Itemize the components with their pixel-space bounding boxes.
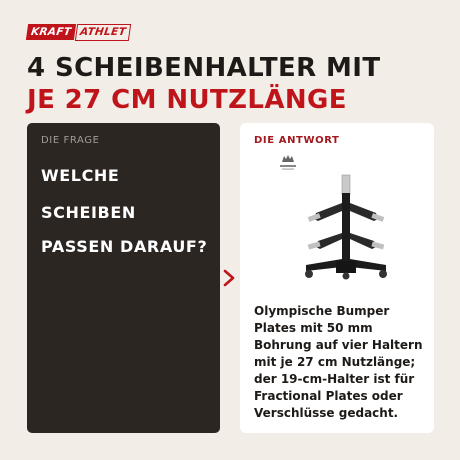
- logo-part-kraft: KRAFT: [26, 24, 76, 40]
- plate-rack-image: [296, 173, 396, 283]
- question-line-3: PASSEN DARAUF?: [41, 237, 208, 256]
- brand-logo: [27, 23, 130, 41]
- headline-line-2: JE 27 CM NUTZLÄNGE: [27, 85, 347, 115]
- question-line-1: WELCHE: [41, 166, 120, 185]
- question-tag: DIE FRAGE: [41, 135, 100, 146]
- headline-line-1: 4 SCHEIBENHALTER MIT: [27, 53, 381, 83]
- answer-card: [240, 123, 434, 433]
- headline: [27, 52, 447, 116]
- answer-text: Olympische Bumper Plates mit 50 mm Bohrung auf vier Haltern mit je 27 cm Nutzlänge; der 19-cm-Halter ist für Fractional Plates oder Verschlüsse gedacht.: [254, 304, 423, 420]
- question-line-2: SCHEIBEN: [41, 203, 136, 222]
- chevron-right-icon: [222, 268, 236, 288]
- brand-logo-icon: [276, 153, 300, 173]
- question-card: [27, 123, 220, 433]
- answer-tag: DIE ANTWORT: [254, 135, 340, 146]
- logo-part-athlet: ATHLET: [75, 24, 131, 41]
